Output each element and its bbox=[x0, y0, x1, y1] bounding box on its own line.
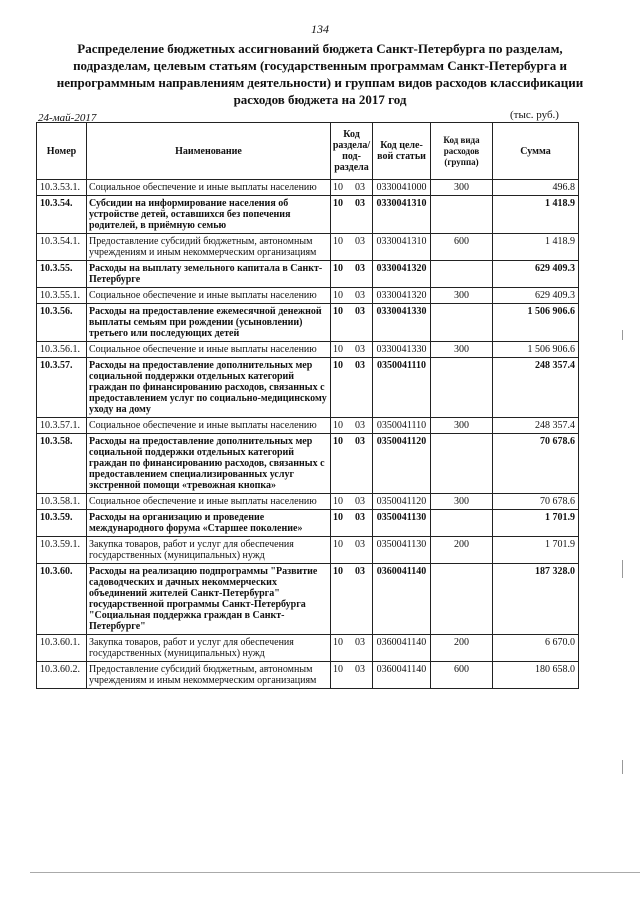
row-target-code: 0330041320 bbox=[373, 261, 431, 288]
section-code: 10 bbox=[333, 344, 343, 355]
row-kind-code bbox=[431, 358, 493, 418]
row-name: Расходы на предоставление ежемесячной денежной выплаты семьям при рождении (усыновлении) третьего или последующих детей bbox=[87, 304, 331, 342]
row-target-code: 0330041000 bbox=[373, 180, 431, 196]
row-target-code: 0330041330 bbox=[373, 342, 431, 358]
section-code: 10 bbox=[333, 360, 343, 371]
section-code: 10 bbox=[333, 539, 343, 550]
row-number: 10.3.59.1. bbox=[37, 537, 87, 564]
row-kind-code bbox=[431, 510, 493, 537]
row-kind-code: 200 bbox=[431, 537, 493, 564]
table-row bbox=[37, 180, 579, 196]
row-name: Предоставление субсидий бюджетным, автономным учреждениям и иным некоммерческим организациям bbox=[87, 662, 331, 689]
row-target-code: 0350041110 bbox=[373, 418, 431, 434]
row-section-code bbox=[331, 564, 373, 635]
row-name: Предоставление субсидий бюджетным, автономным учреждениям и иным некоммерческим организациям bbox=[87, 234, 331, 261]
row-number: 10.3.53.1. bbox=[37, 180, 87, 196]
row-target-code: 0350041120 bbox=[373, 494, 431, 510]
row-target-code: 0330041320 bbox=[373, 288, 431, 304]
row-kind-code: 300 bbox=[431, 494, 493, 510]
subsection-code: 03 bbox=[355, 306, 365, 317]
row-target-code: 0360041140 bbox=[373, 635, 431, 662]
row-sum: 248 357.4 bbox=[493, 418, 579, 434]
header-target: Код целе-вой статьи bbox=[373, 123, 431, 180]
row-number: 10.3.54. bbox=[37, 196, 87, 234]
row-section-code bbox=[331, 358, 373, 418]
row-kind-code: 600 bbox=[431, 234, 493, 261]
row-number: 10.3.58.1. bbox=[37, 494, 87, 510]
row-number: 10.3.56.1. bbox=[37, 342, 87, 358]
margin-mark bbox=[622, 760, 623, 774]
table-row bbox=[37, 662, 579, 689]
document-title: Распределение бюджетных ассигнований бюджета Санкт-Петербурга по разделам, подразделам, целевым статьям (государственным программам Санкт-Петербурга и непрограммным направлениям деятельности) и группам видов расходов классификации расходов бюджета на 2017 год bbox=[56, 41, 584, 107]
row-sum: 180 658.0 bbox=[493, 662, 579, 689]
table-row bbox=[37, 288, 579, 304]
row-sum: 1 701.9 bbox=[493, 510, 579, 537]
table-row bbox=[37, 196, 579, 234]
section-code: 10 bbox=[333, 290, 343, 301]
row-kind-code: 300 bbox=[431, 180, 493, 196]
row-target-code: 0350041130 bbox=[373, 537, 431, 564]
budget-table bbox=[36, 122, 579, 689]
subsection-code: 03 bbox=[355, 263, 365, 274]
row-number: 10.3.59. bbox=[37, 510, 87, 537]
row-section-code bbox=[331, 635, 373, 662]
row-section-code bbox=[331, 261, 373, 288]
row-sum: 70 678.6 bbox=[493, 494, 579, 510]
section-code: 10 bbox=[333, 512, 343, 523]
subsection-code: 03 bbox=[355, 539, 365, 550]
row-kind-code: 600 bbox=[431, 662, 493, 689]
subsection-code: 03 bbox=[355, 290, 365, 301]
row-target-code: 0330041330 bbox=[373, 304, 431, 342]
row-name: Закупка товаров, работ и услуг для обеспечения государственных (муниципальных) нужд bbox=[87, 537, 331, 564]
table-row bbox=[37, 261, 579, 288]
subsection-code: 03 bbox=[355, 360, 365, 371]
row-section-code bbox=[331, 342, 373, 358]
header-number: Номер bbox=[37, 123, 87, 180]
subsection-code: 03 bbox=[355, 236, 365, 247]
row-name: Расходы на организацию и проведение международного форума «Старшее поколение» bbox=[87, 510, 331, 537]
subsection-code: 03 bbox=[355, 182, 365, 193]
table-row bbox=[37, 434, 579, 494]
table-row bbox=[37, 234, 579, 261]
section-code: 10 bbox=[333, 306, 343, 317]
row-number: 10.3.57. bbox=[37, 358, 87, 418]
table-row bbox=[37, 342, 579, 358]
table-row bbox=[37, 304, 579, 342]
document-date: 24-май-2017 bbox=[38, 112, 97, 124]
row-sum: 70 678.6 bbox=[493, 434, 579, 494]
section-code: 10 bbox=[333, 436, 343, 447]
row-name: Социальное обеспечение и иные выплаты населению bbox=[87, 342, 331, 358]
table-row bbox=[37, 494, 579, 510]
row-sum: 629 409.3 bbox=[493, 288, 579, 304]
row-section-code bbox=[331, 180, 373, 196]
row-name: Расходы на предоставление дополнительных мер социальной поддержки отдельных категорий граждан по финансированию расходов, связанных с предоставлением услуг по социально-медицинскому уходу на дому bbox=[87, 358, 331, 418]
scan-edge-line bbox=[30, 872, 640, 873]
table-row bbox=[37, 358, 579, 418]
row-target-code: 0350041110 bbox=[373, 358, 431, 418]
table-body bbox=[37, 180, 579, 689]
subsection-code: 03 bbox=[355, 637, 365, 648]
row-target-code: 0360041140 bbox=[373, 564, 431, 635]
table-row bbox=[37, 635, 579, 662]
table-row bbox=[37, 537, 579, 564]
row-sum: 248 357.4 bbox=[493, 358, 579, 418]
table-row bbox=[37, 418, 579, 434]
subsection-code: 03 bbox=[355, 420, 365, 431]
row-kind-code: 300 bbox=[431, 418, 493, 434]
row-name: Социальное обеспечение и иные выплаты населению bbox=[87, 494, 331, 510]
row-target-code: 0330041310 bbox=[373, 196, 431, 234]
row-sum: 187 328.0 bbox=[493, 564, 579, 635]
row-section-code bbox=[331, 304, 373, 342]
row-sum: 496.8 bbox=[493, 180, 579, 196]
row-kind-code bbox=[431, 196, 493, 234]
row-target-code: 0330041310 bbox=[373, 234, 431, 261]
row-section-code bbox=[331, 196, 373, 234]
row-name: Субсидии на информирование населения об устройстве детей, оставшихся без попечения родителей, в приёмную семью bbox=[87, 196, 331, 234]
row-name: Социальное обеспечение и иные выплаты населению bbox=[87, 418, 331, 434]
row-section-code bbox=[331, 234, 373, 261]
section-code: 10 bbox=[333, 263, 343, 274]
section-code: 10 bbox=[333, 198, 343, 209]
row-sum: 1 418.9 bbox=[493, 234, 579, 261]
units-label: (тыс. руб.) bbox=[510, 109, 559, 121]
header-name: Наименование bbox=[87, 123, 331, 180]
row-kind-code bbox=[431, 304, 493, 342]
row-number: 10.3.55.1. bbox=[37, 288, 87, 304]
row-name: Расходы на реализацию подпрограммы "Развитие садоводческих и дачных некоммерческих объединений жителей Санкт-Петербурга" государственной программы Санкт-Петербурга "Социальная поддержка граждан в Санкт-Петербурге" bbox=[87, 564, 331, 635]
row-name: Закупка товаров, работ и услуг для обеспечения государственных (муниципальных) нужд bbox=[87, 635, 331, 662]
row-section-code bbox=[331, 510, 373, 537]
page-number: 134 bbox=[311, 22, 329, 36]
row-number: 10.3.60. bbox=[37, 564, 87, 635]
row-section-code bbox=[331, 537, 373, 564]
row-number: 10.3.55. bbox=[37, 261, 87, 288]
section-code: 10 bbox=[333, 236, 343, 247]
margin-mark bbox=[622, 330, 623, 340]
row-name: Расходы на выплату земельного капитала в Санкт-Петербурге bbox=[87, 261, 331, 288]
row-number: 10.3.58. bbox=[37, 434, 87, 494]
row-number: 10.3.56. bbox=[37, 304, 87, 342]
section-code: 10 bbox=[333, 637, 343, 648]
row-section-code bbox=[331, 288, 373, 304]
row-number: 10.3.57.1. bbox=[37, 418, 87, 434]
section-code: 10 bbox=[333, 496, 343, 507]
row-target-code: 0350041130 bbox=[373, 510, 431, 537]
header-kind: Код вида расходов (группа) bbox=[431, 123, 493, 180]
subsection-code: 03 bbox=[355, 344, 365, 355]
section-code: 10 bbox=[333, 566, 343, 577]
row-number: 10.3.54.1. bbox=[37, 234, 87, 261]
row-sum: 1 701.9 bbox=[493, 537, 579, 564]
row-kind-code bbox=[431, 261, 493, 288]
row-section-code bbox=[331, 418, 373, 434]
row-sum: 629 409.3 bbox=[493, 261, 579, 288]
row-target-code: 0360041140 bbox=[373, 662, 431, 689]
subsection-code: 03 bbox=[355, 664, 365, 675]
row-kind-code: 300 bbox=[431, 342, 493, 358]
row-target-code: 0350041120 bbox=[373, 434, 431, 494]
header-sum: Сумма bbox=[493, 123, 579, 180]
subsection-code: 03 bbox=[355, 496, 365, 507]
row-sum: 1 418.9 bbox=[493, 196, 579, 234]
table-row bbox=[37, 510, 579, 537]
section-code: 10 bbox=[333, 182, 343, 193]
subsection-code: 03 bbox=[355, 198, 365, 209]
row-name: Социальное обеспечение и иные выплаты населению bbox=[87, 180, 331, 196]
row-section-code bbox=[331, 494, 373, 510]
row-name: Расходы на предоставление дополнительных мер социальной поддержки отдельных категорий граждан по финансированию расходов, связанных с предоставлением специализированных услуг экстренной помощи «тревожная кнопка» bbox=[87, 434, 331, 494]
header-section: Код раздела/ под-раздела bbox=[331, 123, 373, 180]
row-section-code bbox=[331, 662, 373, 689]
row-number: 10.3.60.1. bbox=[37, 635, 87, 662]
row-section-code bbox=[331, 434, 373, 494]
row-kind-code: 300 bbox=[431, 288, 493, 304]
row-sum: 1 506 906.6 bbox=[493, 342, 579, 358]
row-kind-code: 200 bbox=[431, 635, 493, 662]
margin-mark bbox=[622, 560, 623, 578]
subsection-code: 03 bbox=[355, 566, 365, 577]
row-kind-code bbox=[431, 564, 493, 635]
subsection-code: 03 bbox=[355, 436, 365, 447]
section-code: 10 bbox=[333, 420, 343, 431]
subsection-code: 03 bbox=[355, 512, 365, 523]
row-sum: 1 506 906.6 bbox=[493, 304, 579, 342]
row-name: Социальное обеспечение и иные выплаты населению bbox=[87, 288, 331, 304]
row-kind-code bbox=[431, 434, 493, 494]
section-code: 10 bbox=[333, 664, 343, 675]
row-sum: 6 670.0 bbox=[493, 635, 579, 662]
row-number: 10.3.60.2. bbox=[37, 662, 87, 689]
table-row bbox=[37, 564, 579, 635]
